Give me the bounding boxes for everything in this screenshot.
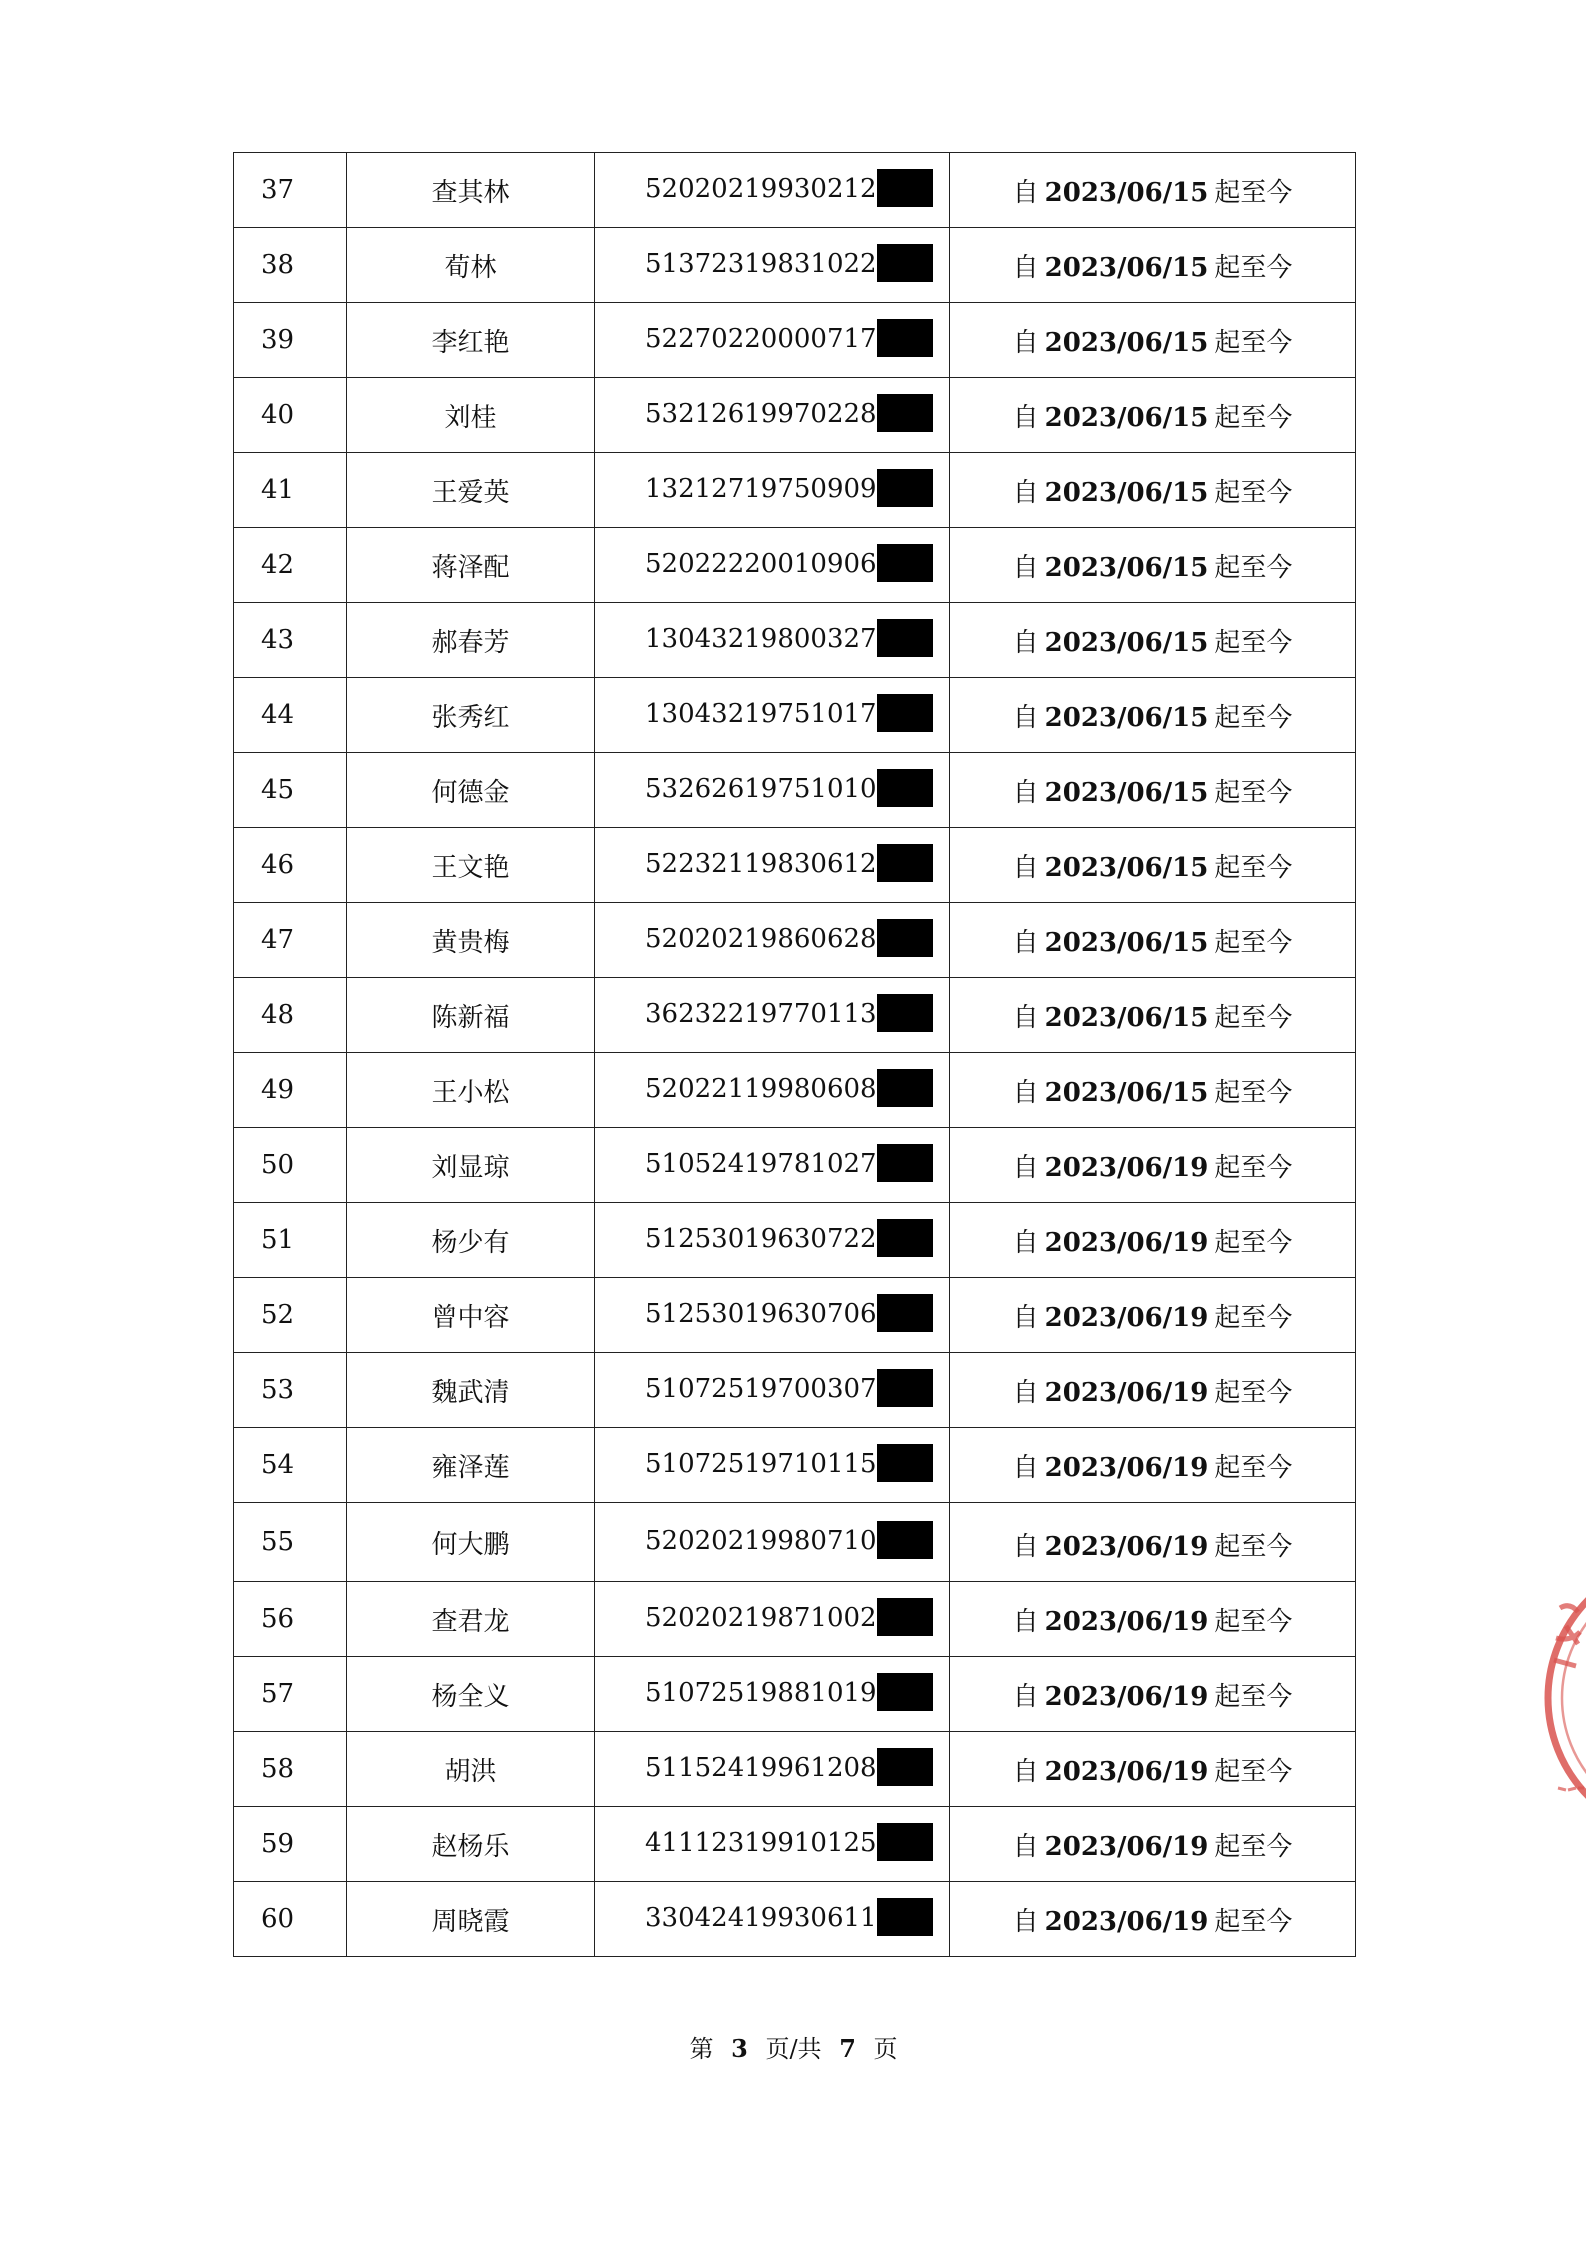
id-number-cell (595, 453, 950, 528)
row-number: 57 (234, 1657, 347, 1732)
date-prefix: 自 (1012, 402, 1039, 433)
row-number: 48 (234, 978, 347, 1053)
start-date: 2023/06/15 (1044, 402, 1209, 433)
date-suffix: 起至今 (1214, 327, 1293, 358)
id-number: 13043219800327 (645, 624, 877, 654)
date-prefix: 自 (1012, 1227, 1039, 1258)
id-number-cell (595, 903, 950, 978)
person-name: 雍泽莲 (347, 1428, 595, 1503)
start-date: 2023/06/19 (1044, 1756, 1209, 1787)
table-row (234, 453, 1356, 528)
row-number: 54 (234, 1428, 347, 1503)
person-name: 荀林 (347, 228, 595, 303)
date-cell (950, 1582, 1356, 1657)
person-name: 杨全义 (347, 1657, 595, 1732)
person-name: 刘桂 (347, 378, 595, 453)
row-number: 38 (234, 228, 347, 303)
row-number: 58 (234, 1732, 347, 1807)
table-row (234, 828, 1356, 903)
id-number-cell (595, 978, 950, 1053)
start-date: 2023/06/15 (1044, 702, 1209, 733)
date-suffix: 起至今 (1214, 1756, 1293, 1787)
person-name: 魏武清 (347, 1353, 595, 1428)
start-date: 2023/06/15 (1044, 252, 1209, 283)
date-cell (950, 1353, 1356, 1428)
redaction-block (877, 1598, 933, 1636)
date-cell (950, 1503, 1356, 1582)
id-number-cell (595, 528, 950, 603)
person-name: 杨少有 (347, 1203, 595, 1278)
start-date: 2023/06/19 (1044, 1606, 1209, 1637)
footer-prefix: 第 (689, 2035, 714, 2063)
date-cell (950, 828, 1356, 903)
row-number: 56 (234, 1582, 347, 1657)
table-row (234, 903, 1356, 978)
date-suffix: 起至今 (1214, 1906, 1293, 1937)
date-cell (950, 1278, 1356, 1353)
table-row (234, 1582, 1356, 1657)
date-cell (950, 1053, 1356, 1128)
start-date: 2023/06/15 (1044, 777, 1209, 808)
id-number-cell (595, 1882, 950, 1957)
id-number-cell (595, 1353, 950, 1428)
start-date: 2023/06/19 (1044, 1152, 1209, 1183)
person-name: 曾中容 (347, 1278, 595, 1353)
redaction-block (877, 919, 933, 957)
date-prefix: 自 (1012, 177, 1039, 208)
table-row (234, 1807, 1356, 1882)
person-name: 郝春芳 (347, 603, 595, 678)
table-row (234, 1657, 1356, 1732)
redaction-block (877, 1369, 933, 1407)
start-date: 2023/06/19 (1044, 1227, 1209, 1258)
row-number: 49 (234, 1053, 347, 1128)
page-footer (0, 2029, 1587, 2064)
id-number: 52020219930212 (645, 174, 877, 204)
table-row (234, 1882, 1356, 1957)
date-cell (950, 303, 1356, 378)
redaction-block (877, 844, 933, 882)
table-row (234, 528, 1356, 603)
id-number: 52232119830612 (645, 849, 877, 879)
id-number-cell (595, 1053, 950, 1128)
id-number: 51072519881019 (645, 1678, 877, 1708)
start-date: 2023/06/19 (1044, 1377, 1209, 1408)
date-cell (950, 1807, 1356, 1882)
start-date: 2023/06/15 (1044, 327, 1209, 358)
id-number-cell (595, 828, 950, 903)
row-number: 42 (234, 528, 347, 603)
redaction-block (877, 1748, 933, 1786)
start-date: 2023/06/19 (1044, 1831, 1209, 1862)
date-prefix: 自 (1012, 252, 1039, 283)
id-number: 51072519710115 (645, 1449, 877, 1479)
table-row (234, 303, 1356, 378)
table-row (234, 603, 1356, 678)
id-number: 51052419781027 (645, 1149, 877, 1179)
id-number-cell (595, 1428, 950, 1503)
redaction-block (877, 694, 933, 732)
date-cell (950, 228, 1356, 303)
id-number: 51253019630722 (645, 1224, 877, 1254)
row-number: 51 (234, 1203, 347, 1278)
date-cell (950, 1128, 1356, 1203)
row-number: 39 (234, 303, 347, 378)
start-date: 2023/06/19 (1044, 1452, 1209, 1483)
date-cell (950, 903, 1356, 978)
row-number: 50 (234, 1128, 347, 1203)
redaction-block (877, 1444, 933, 1482)
date-cell (950, 1882, 1356, 1957)
date-prefix: 自 (1012, 1077, 1039, 1108)
date-suffix: 起至今 (1214, 1077, 1293, 1108)
date-suffix: 起至今 (1214, 177, 1293, 208)
table-row (234, 1732, 1356, 1807)
person-name: 刘显琼 (347, 1128, 595, 1203)
table-row (234, 1128, 1356, 1203)
date-suffix: 起至今 (1214, 627, 1293, 658)
date-prefix: 自 (1012, 1531, 1039, 1562)
date-suffix: 起至今 (1214, 252, 1293, 283)
redaction-block (877, 994, 933, 1032)
official-seal-fragment (1538, 1538, 1586, 1858)
row-number: 59 (234, 1807, 347, 1882)
row-number: 55 (234, 1503, 347, 1582)
table-row (234, 153, 1356, 228)
date-suffix: 起至今 (1214, 552, 1293, 583)
redaction-block (877, 1294, 933, 1332)
id-number-cell (595, 1278, 950, 1353)
footer-suffix: 页 (873, 2035, 898, 2063)
start-date: 2023/06/15 (1044, 1077, 1209, 1108)
redaction-block (877, 544, 933, 582)
row-number: 37 (234, 153, 347, 228)
id-number-cell (595, 228, 950, 303)
id-number: 41112319910125 (645, 1828, 877, 1858)
person-name: 蒋泽配 (347, 528, 595, 603)
redaction-block (877, 1144, 933, 1182)
date-prefix: 自 (1012, 477, 1039, 508)
start-date: 2023/06/15 (1044, 552, 1209, 583)
date-prefix: 自 (1012, 1152, 1039, 1183)
date-suffix: 起至今 (1214, 1452, 1293, 1483)
date-suffix: 起至今 (1214, 1531, 1293, 1562)
date-suffix: 起至今 (1214, 777, 1293, 808)
id-number-cell (595, 1732, 950, 1807)
person-name: 赵杨乐 (347, 1807, 595, 1882)
id-number: 36232219770113 (645, 999, 877, 1029)
table-row (234, 1053, 1356, 1128)
id-number-cell (595, 678, 950, 753)
person-name: 陈新福 (347, 978, 595, 1053)
date-suffix: 起至今 (1214, 1831, 1293, 1862)
start-date: 2023/06/15 (1044, 927, 1209, 958)
id-number: 51152419961208 (645, 1753, 877, 1783)
row-number: 45 (234, 753, 347, 828)
id-number: 52020219980710 (645, 1526, 877, 1556)
person-name: 胡洪 (347, 1732, 595, 1807)
id-number: 52022220010906 (645, 549, 877, 579)
footer-total-pages: 7 (839, 2034, 856, 2063)
redaction-block (877, 1219, 933, 1257)
id-number: 52022119980608 (645, 1074, 877, 1104)
row-number: 43 (234, 603, 347, 678)
date-suffix: 起至今 (1214, 1152, 1293, 1183)
footer-page-number: 3 (731, 2034, 748, 2063)
id-number: 33042419930611 (645, 1903, 877, 1933)
roster-table (233, 152, 1356, 1957)
date-cell (950, 528, 1356, 603)
date-prefix: 自 (1012, 777, 1039, 808)
row-number: 47 (234, 903, 347, 978)
person-name: 张秀红 (347, 678, 595, 753)
date-prefix: 自 (1012, 1452, 1039, 1483)
table-row (234, 228, 1356, 303)
start-date: 2023/06/19 (1044, 1681, 1209, 1712)
id-number-cell (595, 753, 950, 828)
date-cell (950, 678, 1356, 753)
redaction-block (877, 469, 933, 507)
person-name: 查君龙 (347, 1582, 595, 1657)
date-prefix: 自 (1012, 1831, 1039, 1862)
id-number: 13212719750909 (645, 474, 877, 504)
date-prefix: 自 (1012, 927, 1039, 958)
person-name: 查其林 (347, 153, 595, 228)
table-row (234, 753, 1356, 828)
date-suffix: 起至今 (1214, 1606, 1293, 1637)
redaction-block (877, 319, 933, 357)
date-suffix: 起至今 (1214, 1681, 1293, 1712)
id-number: 13043219751017 (645, 699, 877, 729)
date-cell (950, 378, 1356, 453)
id-number-cell (595, 153, 950, 228)
date-cell (950, 753, 1356, 828)
id-number: 51072519700307 (645, 1374, 877, 1404)
date-cell (950, 1428, 1356, 1503)
redaction-block (877, 394, 933, 432)
redaction-block (877, 244, 933, 282)
start-date: 2023/06/19 (1044, 1302, 1209, 1333)
date-suffix: 起至今 (1214, 402, 1293, 433)
id-number-cell (595, 1582, 950, 1657)
start-date: 2023/06/15 (1044, 477, 1209, 508)
start-date: 2023/06/15 (1044, 852, 1209, 883)
date-suffix: 起至今 (1214, 1002, 1293, 1033)
date-prefix: 自 (1012, 1606, 1039, 1637)
table-row (234, 1428, 1356, 1503)
date-suffix: 起至今 (1214, 702, 1293, 733)
date-cell (950, 153, 1356, 228)
date-cell (950, 453, 1356, 528)
row-number: 41 (234, 453, 347, 528)
date-cell (950, 603, 1356, 678)
id-number-cell (595, 1807, 950, 1882)
id-number: 52020219860628 (645, 924, 877, 954)
id-number: 52270220000717 (645, 324, 877, 354)
id-number-cell (595, 603, 950, 678)
roster-body (234, 153, 1356, 1957)
date-prefix: 自 (1012, 1681, 1039, 1712)
redaction-block (877, 169, 933, 207)
date-cell (950, 978, 1356, 1053)
person-name: 黄贵梅 (347, 903, 595, 978)
date-suffix: 起至今 (1214, 1302, 1293, 1333)
seal-icon (1538, 1538, 1586, 1858)
start-date: 2023/06/15 (1044, 1002, 1209, 1033)
id-number: 52020219871002 (645, 1603, 877, 1633)
table-row (234, 678, 1356, 753)
id-number-cell (595, 1128, 950, 1203)
redaction-block (877, 769, 933, 807)
date-prefix: 自 (1012, 627, 1039, 658)
date-prefix: 自 (1012, 852, 1039, 883)
table-row (234, 1353, 1356, 1428)
id-number-cell (595, 1203, 950, 1278)
row-number: 40 (234, 378, 347, 453)
redaction-block (877, 619, 933, 657)
id-number: 53212619970228 (645, 399, 877, 429)
id-number-cell (595, 378, 950, 453)
table-row (234, 378, 1356, 453)
date-cell (950, 1657, 1356, 1732)
table-row (234, 1503, 1356, 1582)
date-suffix: 起至今 (1214, 477, 1293, 508)
row-number: 60 (234, 1882, 347, 1957)
person-name: 王文艳 (347, 828, 595, 903)
date-prefix: 自 (1012, 552, 1039, 583)
person-name: 李红艳 (347, 303, 595, 378)
id-number: 51253019630706 (645, 1299, 877, 1329)
person-name: 何大鹏 (347, 1503, 595, 1582)
date-cell (950, 1203, 1356, 1278)
id-number: 51372319831022 (645, 249, 877, 279)
date-prefix: 自 (1012, 1906, 1039, 1937)
date-prefix: 自 (1012, 1756, 1039, 1787)
person-name: 王爱英 (347, 453, 595, 528)
start-date: 2023/06/15 (1044, 627, 1209, 658)
redaction-block (877, 1673, 933, 1711)
date-suffix: 起至今 (1214, 927, 1293, 958)
date-prefix: 自 (1012, 327, 1039, 358)
start-date: 2023/06/19 (1044, 1906, 1209, 1937)
date-prefix: 自 (1012, 1002, 1039, 1033)
id-number-cell (595, 303, 950, 378)
date-suffix: 起至今 (1214, 852, 1293, 883)
person-name: 何德金 (347, 753, 595, 828)
footer-middle: 页/共 (765, 2035, 822, 2063)
redaction-block (877, 1898, 933, 1936)
date-prefix: 自 (1012, 1377, 1039, 1408)
id-number-cell (595, 1657, 950, 1732)
id-number: 53262619751010 (645, 774, 877, 804)
row-number: 46 (234, 828, 347, 903)
date-suffix: 起至今 (1214, 1377, 1293, 1408)
row-number: 44 (234, 678, 347, 753)
redaction-block (877, 1069, 933, 1107)
table-row (234, 1203, 1356, 1278)
date-suffix: 起至今 (1214, 1227, 1293, 1258)
date-cell (950, 1732, 1356, 1807)
person-name: 王小松 (347, 1053, 595, 1128)
person-name: 周晓霞 (347, 1882, 595, 1957)
redaction-block (877, 1521, 933, 1559)
date-prefix: 自 (1012, 1302, 1039, 1333)
id-number-cell (595, 1503, 950, 1582)
row-number: 52 (234, 1278, 347, 1353)
table-row (234, 978, 1356, 1053)
row-number: 53 (234, 1353, 347, 1428)
start-date: 2023/06/19 (1044, 1531, 1209, 1562)
start-date: 2023/06/15 (1044, 177, 1209, 208)
date-prefix: 自 (1012, 702, 1039, 733)
redaction-block (877, 1823, 933, 1861)
table-row (234, 1278, 1356, 1353)
